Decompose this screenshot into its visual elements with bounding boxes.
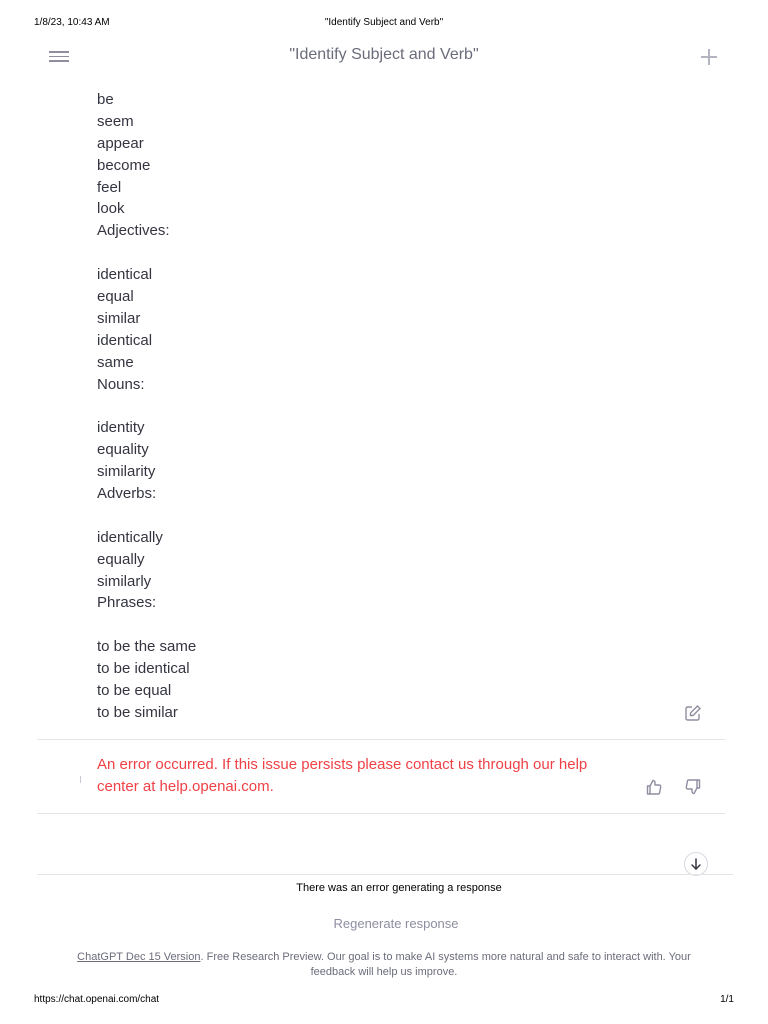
print-url: https://chat.openai.com/chat [34, 994, 160, 1005]
message-divider [37, 739, 725, 740]
arrow-down-icon[interactable] [684, 852, 708, 876]
thumbs-up-icon[interactable] [645, 778, 663, 796]
response-line: equally [97, 550, 145, 568]
response-line [97, 242, 657, 264]
response-line: similarity [97, 463, 156, 481]
edit-icon[interactable] [684, 704, 702, 722]
response-line: feel [97, 178, 122, 196]
response-line: similarly [97, 572, 152, 590]
response-line: identical [97, 331, 153, 349]
topbar [0, 40, 768, 74]
response-line [97, 395, 657, 417]
footer-divider [37, 874, 733, 875]
response-line: Nouns: [97, 375, 145, 393]
response-line: appear [97, 134, 144, 152]
response-line: Adjectives: [97, 222, 170, 240]
print-title: "Identify Subject and Verb" [324, 17, 444, 28]
response-line: identity [97, 419, 145, 437]
plus-icon[interactable] [698, 46, 720, 68]
disclaimer-text: . Free Research Preview. Our goal is to make AI systems more natural and safe to interact with. Your feedback will help us improve. [200, 951, 691, 978]
response-line [97, 505, 657, 527]
response-line: identical [97, 266, 153, 284]
print-footer [0, 994, 768, 1008]
response-line: look [97, 200, 125, 218]
response-line: become [97, 156, 151, 174]
conversation-title: "Identify Subject and Verb" [289, 46, 479, 63]
response-line: to be equal [97, 682, 172, 700]
response-line: seem [97, 112, 134, 130]
error-message: An error occurred. If this issue persists please contact us through our help center at help.openai.com. [97, 756, 588, 795]
assistant-response [97, 89, 657, 724]
response-line: Phrases: [97, 594, 157, 612]
response-line: to be identical [97, 660, 190, 678]
print-page-number: 1/1 [720, 994, 734, 1005]
response-line: same [97, 353, 134, 371]
response-line [97, 614, 657, 636]
response-line: Adverbs: [97, 485, 157, 503]
disclaimer [60, 950, 708, 979]
generation-error-text: There was an error generating a response [296, 882, 502, 894]
version-link[interactable]: ChatGPT Dec 15 Version [77, 951, 201, 963]
response-line: equality [97, 441, 149, 459]
print-datetime: 1/8/23, 10:43 AM [34, 17, 110, 28]
response-line: equal [97, 288, 134, 306]
print-header [0, 17, 768, 31]
thumbs-down-icon[interactable] [684, 778, 702, 796]
response-line: identically [97, 528, 163, 546]
response-line: to be the same [97, 638, 197, 656]
regenerate-response-button[interactable]: Regenerate response [333, 916, 459, 931]
response-line: to be similar [97, 703, 178, 721]
message-marker [80, 776, 81, 783]
message-divider [37, 813, 725, 814]
response-line: similar [97, 309, 141, 327]
response-line: be [97, 91, 114, 108]
